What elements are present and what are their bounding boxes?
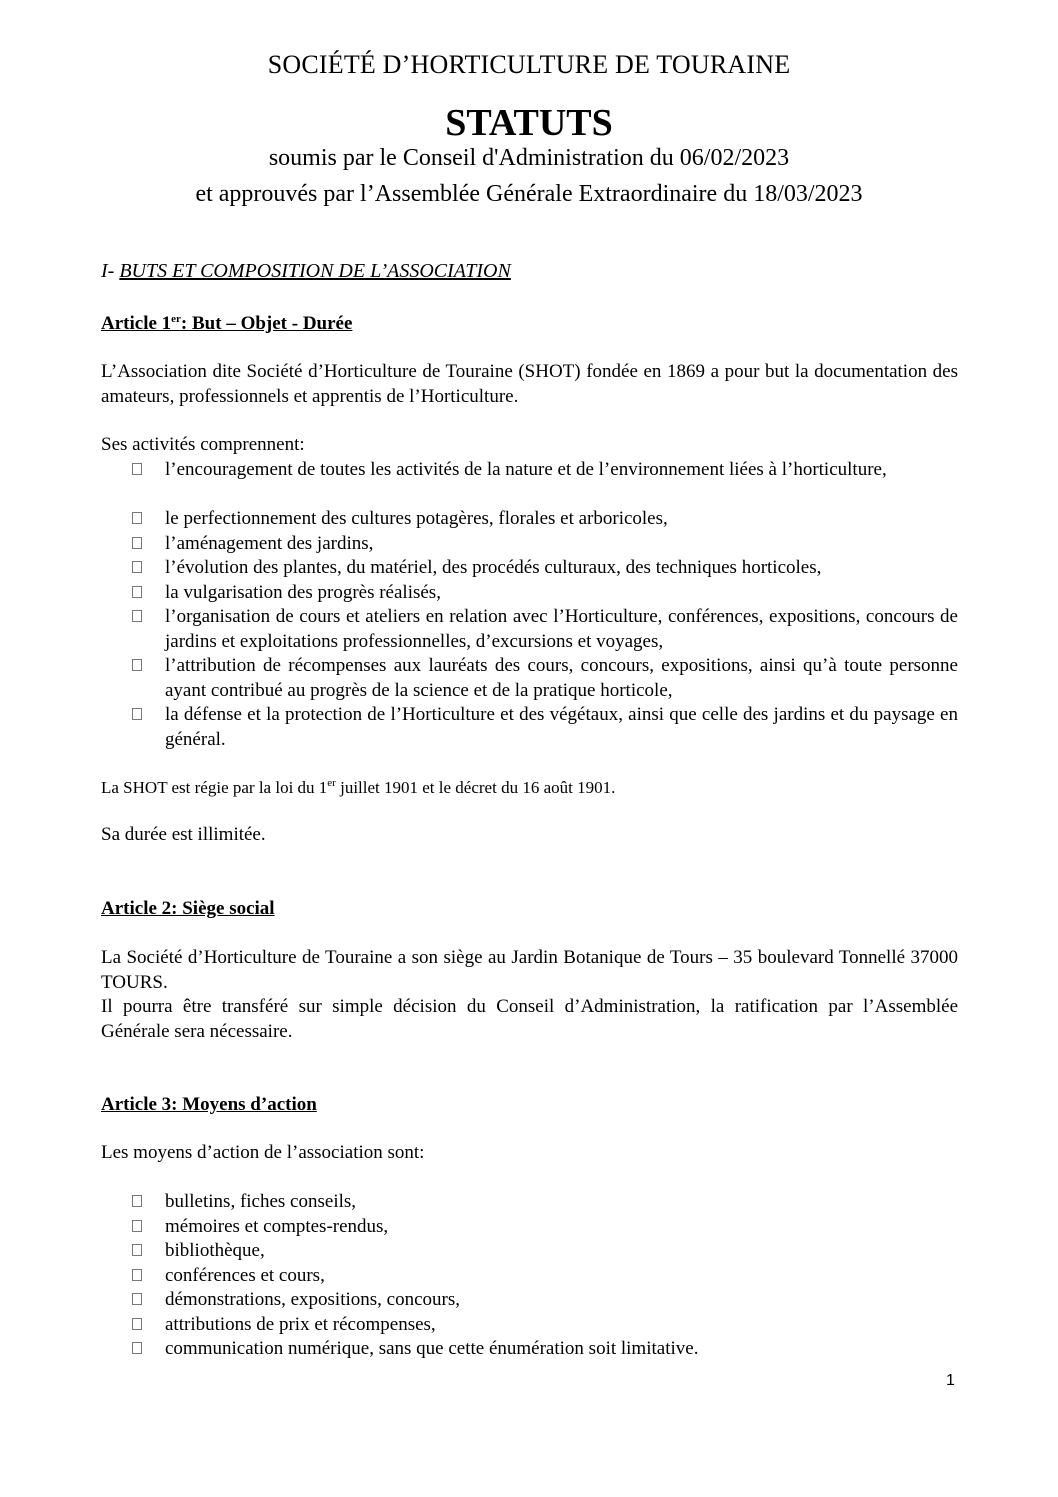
article-1-intro: L’Association dite Société d’Horticulture de Touraine (SHOT) fondée en 1869 a pour but la documentation des amateurs, professionnels et apprentis de l’Horticulture. <box>101 361 958 407</box>
means-text: bibliothèque, <box>165 1240 265 1261</box>
activity-text: l’attribution de récompenses aux lauréats des cours, concours, expositions, ainsi qu’à toute personne ayant contribué au progrès de la science et de la pratique horticole, <box>165 655 958 701</box>
activity-text: l’aménagement des jardins, <box>165 533 374 554</box>
means-text: conférences et cours, <box>165 1265 325 1286</box>
bullet-box-icon <box>132 1318 142 1330</box>
article-3-heading: Article 3: Moyens d’action <box>101 1094 317 1115</box>
activity-text: le perfectionnement des cultures potagères, florales et arboricoles, <box>165 508 668 529</box>
means-text: mémoires et comptes-rendus, <box>165 1216 389 1237</box>
section-title: BUTS ET COMPOSITION DE L’ASSOCIATION <box>119 260 511 282</box>
law-reference-start: La SHOT est régie par la loi du 1 <box>101 778 328 797</box>
bullet-box-icon <box>132 463 142 475</box>
subtitle-line-2: et approuvés par l’Assemblée Générale Extraordinaire du 18/03/2023 <box>195 181 863 207</box>
article-2-text-1: La Société d’Horticulture de Touraine a son siège au Jardin Botanique de Tours – 35 boulevard Tonnellé 37000 TOURS. <box>101 947 958 993</box>
section-heading <box>101 260 511 283</box>
activity-text: la défense et la protection de l’Horticulture et des végétaux, ainsi que celle des jardins et du paysage en général. <box>165 704 958 750</box>
law-reference <box>101 776 958 801</box>
article-3-intro: Les moyens d’action de l’association sont: <box>101 1142 425 1163</box>
page-number: 1 <box>946 1372 955 1389</box>
article-2-text-2: Il pourra être transféré sur simple décision du Conseil d’Administration, la ratification par l’Assemblée Générale sera nécessaire. <box>101 996 958 1042</box>
bullet-box-icon <box>132 561 142 573</box>
bullet-box-icon <box>132 659 142 671</box>
activity-text: la vulgarisation des progrès réalisés, <box>165 582 441 603</box>
bullet-box-icon <box>132 610 142 622</box>
bullet-box-icon <box>132 708 142 720</box>
subtitle-line-1: soumis par le Conseil d'Administration du 06/02/2023 <box>268 145 790 171</box>
activity-text: l’évolution des plantes, du matériel, des procédés culturaux, des techniques horticoles, <box>165 557 822 578</box>
law-reference-end: juillet 1901 et le décret du 16 août 1901. <box>335 778 616 797</box>
article-1-heading-sup: er <box>171 313 181 325</box>
law-reference-sup: er <box>327 777 336 789</box>
bullet-box-icon <box>132 1220 142 1232</box>
means-text: communication numérique, sans que cette énumération soit limitative. <box>165 1338 699 1359</box>
duration-text: Sa durée est illimitée. <box>101 824 266 845</box>
activity-text: l’encouragement de toutes les activités de la nature et de l’environnement liées à l’horticulture, <box>165 459 887 480</box>
means-text: bulletins, fiches conseils, <box>165 1191 357 1212</box>
article-1-heading <box>101 313 352 335</box>
bullet-box-icon <box>132 512 142 524</box>
activities-label: Ses activités comprennent: <box>101 434 305 455</box>
bullet-box-icon <box>132 1293 142 1305</box>
bullet-box-icon <box>132 1195 142 1207</box>
article-1-heading-end: : But – Objet - Durée <box>180 313 353 334</box>
article-1-heading-start: Article 1 <box>101 313 172 334</box>
article-2-heading: Article 2: Siège social <box>101 898 275 919</box>
bullet-box-icon <box>132 1244 142 1256</box>
activity-text: l’organisation de cours et ateliers en relation avec l’Horticulture, conférences, expositions, concours de jardins et exploitations professionnelles, d’excursions et voyages, <box>165 606 958 652</box>
bullet-box-icon <box>132 1269 142 1281</box>
bullet-box-icon <box>132 537 142 549</box>
organization-name: SOCIÉTÉ D’HORTICULTURE DE TOURAINE <box>267 50 791 79</box>
means-text: attributions de prix et récompenses, <box>165 1314 436 1335</box>
document-title: STATUTS <box>445 102 613 144</box>
bullet-box-icon <box>132 1342 142 1354</box>
bullet-box-icon <box>132 586 142 598</box>
section-prefix: I- <box>101 260 120 282</box>
means-text: démonstrations, expositions, concours, <box>165 1289 460 1310</box>
